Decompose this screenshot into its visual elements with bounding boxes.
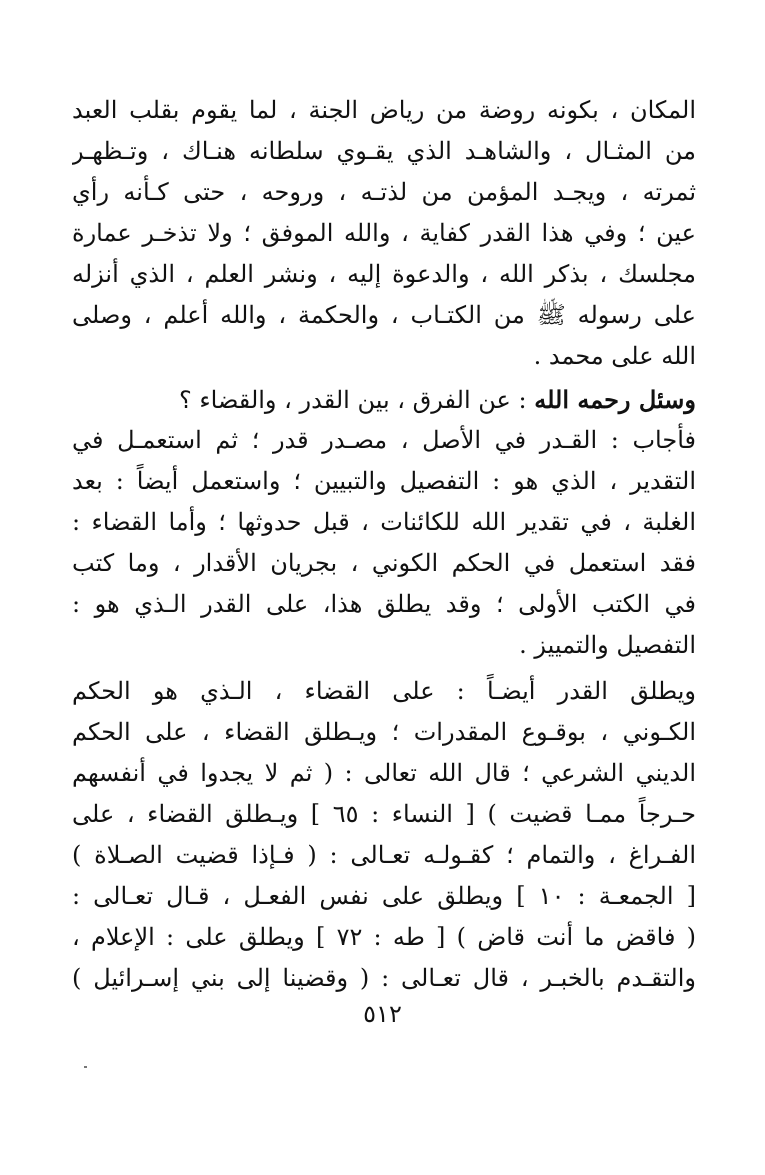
- page-number: ٥١٢: [363, 1000, 402, 1028]
- text-line: ثمرته ، ويجـد المؤمن من لذتـه ، وروحه ، حتى كـأنه رأي: [72, 178, 696, 206]
- text-line: من المثـال ، والشاهـد الذي يقـوي سلطانه هنـاك ، وتـظهـر: [72, 137, 696, 165]
- text-line: عين ؛ وفي هذا القدر كفاية ، والله الموفق ؛ ولا تذخـر عمارة: [72, 219, 696, 247]
- text-line: الكـوني ، بوقـوع المقدرات ؛ ويـطلق القضاء ، على الحكم: [72, 718, 696, 746]
- text-line: التفصيل والتمييز .: [519, 631, 696, 659]
- text-line: الديني الشرعي ؛ قال الله تعالى : ( ثم لا يجدوا في أنفسهم: [72, 759, 696, 787]
- text-line: فأجاب : القـدر في الأصل ، مصـدر قدر ؛ ثم استعمـل في: [72, 426, 696, 454]
- text-line: ( فاقض ما أنت قاض ) [ طه : ٧٢ ] ويطلق على : الإعلام ،: [72, 923, 696, 951]
- text-line: في الكتب الأولى ؛ وقد يطلق هذا، على القدر الـذي هو :: [72, 590, 696, 618]
- text-line: ويطلق القدر أيضـاً : على القضاء ، الـذي هو الحكم: [72, 677, 696, 705]
- text-line: مجلسك ، بذكر الله ، والدعوة إليه ، ونشر العلم ، الذي أنزله: [72, 260, 696, 288]
- paragraph-1: [72, 90, 696, 377]
- paragraph-3: [72, 671, 696, 999]
- text-line: والتقـدم بالخبـر ، قال تعـالى : ( وقضينا إلى بني إسـرائيل ): [72, 964, 696, 992]
- text-line: الغلبة ، في تقدير الله للكائنات ، قبل حدوثها ؛ وأما القضاء :: [72, 508, 696, 536]
- text-line: على رسوله ﷺ من الكتـاب ، والحكمة ، والله أعلم ، وصلى: [72, 301, 696, 329]
- text-line: الله على محمد .: [533, 342, 696, 370]
- text-line: حـرجاً ممـا قضيت ) [ النساء : ٦٥ ] ويـطلق القضاء ، على: [72, 800, 696, 828]
- question-line: [72, 379, 696, 420]
- text-line: الفـراغ ، والتمام ؛ كقـولـه تعـالى : ( فـإذا قضيت الصـلاة ): [72, 841, 696, 869]
- question-text: : عن الفرق ، بين القدر ، والقضاء ؟: [179, 386, 535, 414]
- text-line: [ الجمعـة : ١٠ ] ويطلق على نفس الفعـل ، قـال تعـالى :: [72, 882, 696, 910]
- scan-speck: [84, 1066, 87, 1068]
- question-lead: وسئل رحمه الله: [534, 385, 696, 414]
- paragraph-2: [72, 379, 696, 666]
- text-line: المكان ، بكونه روضة من رياض الجنة ، لما يقوم بقلب العبد: [72, 96, 696, 124]
- text-line: التقدير ، الذي هو : التفصيل والتبيين ؛ واستعمل أيضاً : بعد: [72, 467, 696, 495]
- text-line: فقد استعمل في الحكم الكوني ، بجريان الأقدار ، وما كتب: [72, 549, 696, 577]
